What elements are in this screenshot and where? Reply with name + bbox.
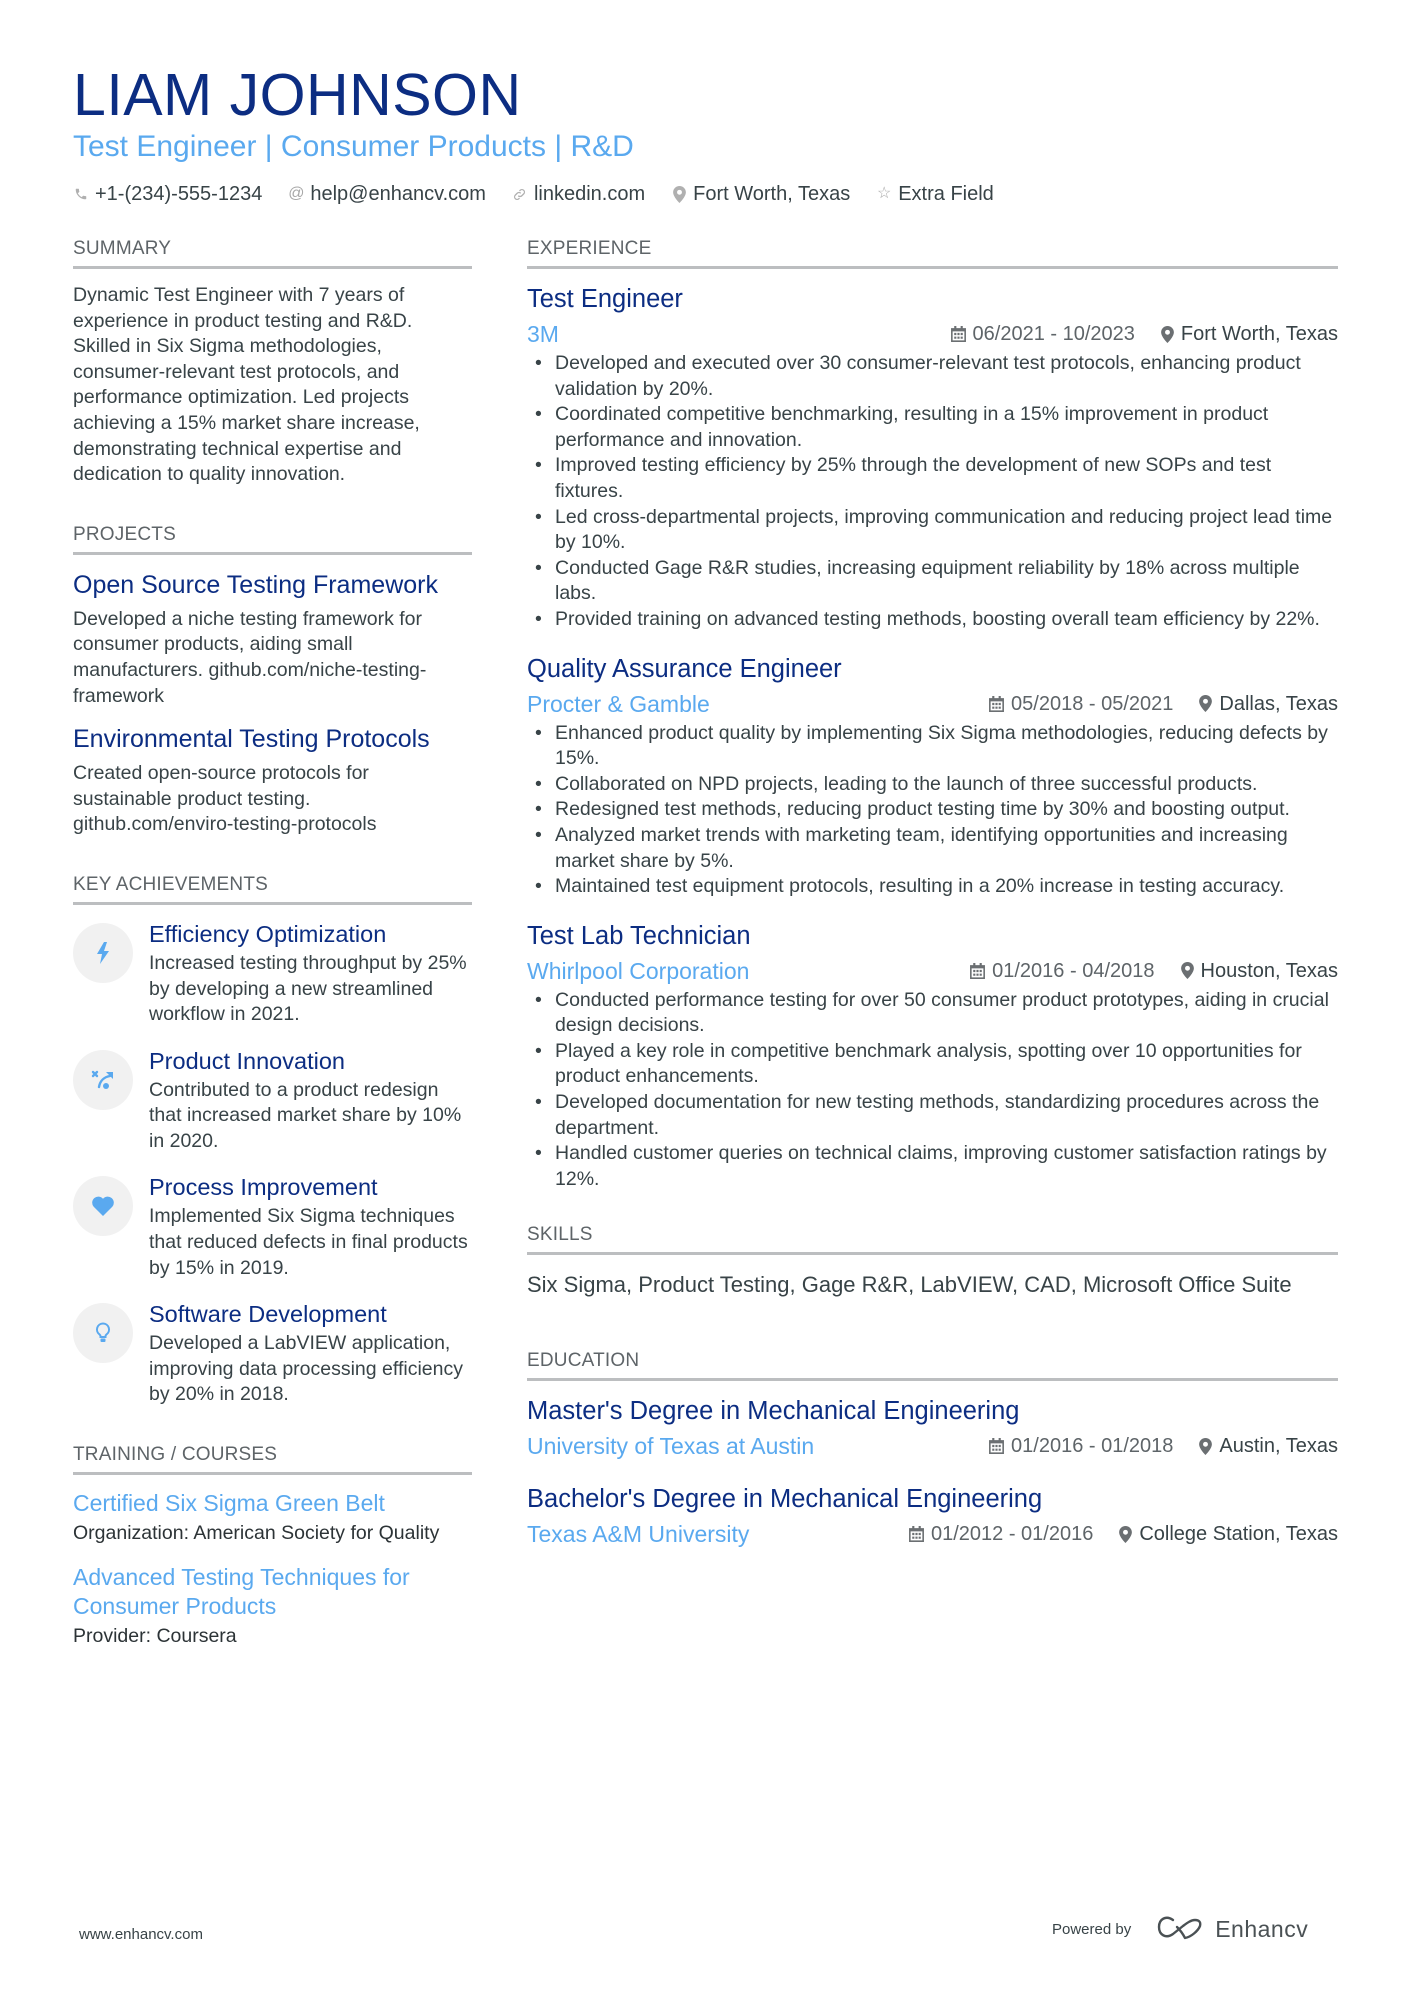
education-dates: 01/2012 - 01/2016 bbox=[909, 1521, 1093, 1547]
section-heading: KEY ACHIEVEMENTS bbox=[73, 872, 472, 905]
bullet-item: • Redesigned test methods, reducing product testing time by 30% and boosting output. bbox=[527, 797, 1338, 823]
education-location: Austin, Texas bbox=[1199, 1433, 1338, 1459]
location-pin-icon bbox=[671, 186, 687, 203]
summary-text: Dynamic Test Engineer with 7 years of experience in product testing and R&D. Skilled in Six Sigma methodologies, consumer-relevant test protocols, and performance optimization. Led projects achieving a 15% market share increase, demonstrating technical expertise and dedication to quality innovation. bbox=[73, 284, 420, 486]
section-heading: PROJECTS bbox=[73, 522, 472, 555]
phone-text: +1-(234)-555-1234 bbox=[95, 183, 263, 205]
powered-by-label: Powered by bbox=[1052, 1921, 1132, 1938]
email-text[interactable]: help@enhancv.com bbox=[310, 183, 486, 205]
job-title: Quality Assurance Engineer bbox=[527, 654, 842, 683]
job-dates: 06/2021 - 10/2023 bbox=[951, 321, 1135, 347]
bullet-item: • Analyzed market trends with marketing team, identifying opportunities and increasing market share by 5%. bbox=[527, 823, 1338, 874]
lightning-bolt-icon bbox=[73, 923, 133, 983]
contact-location bbox=[671, 181, 850, 207]
location-pin-icon bbox=[1161, 326, 1174, 343]
section-heading: SKILLS bbox=[527, 1222, 1338, 1255]
candidate-name: LIAM JOHNSON bbox=[73, 62, 522, 128]
course-item bbox=[73, 1563, 472, 1650]
achievement-title: Software Development bbox=[149, 1301, 387, 1328]
job-dates: 01/2016 - 04/2018 bbox=[970, 958, 1154, 984]
location-pin-icon bbox=[1199, 1438, 1212, 1455]
project-item bbox=[73, 723, 472, 838]
achievement-description: Contributed to a product redesign that increased market share by 10% in 2020. bbox=[149, 1078, 462, 1152]
course-title: Certified Six Sigma Green Belt bbox=[73, 1490, 385, 1517]
education-entry bbox=[527, 1395, 1338, 1461]
education-location: College Station, Texas bbox=[1119, 1521, 1338, 1547]
company-name: Whirlpool Corporation bbox=[527, 957, 750, 984]
degree-title: Bachelor's Degree in Mechanical Engineering bbox=[527, 1485, 1043, 1514]
location-pin-icon bbox=[1119, 1526, 1132, 1543]
footer-branding bbox=[1052, 1914, 1308, 1945]
achievement-item bbox=[73, 919, 472, 1028]
job-bullets bbox=[527, 721, 1338, 900]
company-name: 3M bbox=[527, 321, 559, 347]
course-provider: Provider: Coursera bbox=[73, 1624, 237, 1647]
bullet-item: • Coordinated competitive benchmarking, resulting in a 15% improvement in product performance and innovation. bbox=[527, 402, 1338, 453]
experience-section bbox=[527, 236, 1338, 1192]
achievement-item bbox=[73, 1299, 472, 1408]
bullet-item: • Maintained test equipment protocols, resulting in a 20% increase in testing accuracy. bbox=[527, 874, 1338, 900]
training-section bbox=[73, 1442, 472, 1649]
bullet-item: • Enhanced product quality by implementing Six Sigma methodologies, reducing defects by 15%. bbox=[527, 721, 1338, 772]
achievement-description: Implemented Six Sigma techniques that reduced defects in final products by 15% in 2019. bbox=[149, 1205, 468, 1279]
contact-row bbox=[73, 181, 1338, 207]
contact-email[interactable] bbox=[288, 181, 486, 207]
calendar-icon bbox=[989, 696, 1004, 712]
project-description: Created open-source protocols for sustainable product testing. github.com/enviro-testing-protocols bbox=[73, 762, 377, 836]
right-column bbox=[527, 236, 1338, 1583]
contact-phone bbox=[73, 181, 262, 207]
company-name: Procter & Gamble bbox=[527, 690, 710, 717]
candidate-title: Test Engineer | Consumer Products | R&D bbox=[73, 130, 634, 163]
project-description: Developed a niche testing framework for consumer products, aiding small manufacturers. github.com/niche-testing-framework bbox=[73, 607, 427, 707]
calendar-icon bbox=[970, 963, 985, 979]
extra-field-text: Extra Field bbox=[898, 183, 994, 205]
achievement-description: Increased testing throughput by 25% by developing a new streamlined workflow in 2021. bbox=[149, 951, 467, 1026]
linkedin-text[interactable]: linkedin.com bbox=[533, 183, 646, 205]
left-column bbox=[73, 236, 472, 1683]
degree-title: Master's Degree in Mechanical Engineering bbox=[527, 1397, 1020, 1426]
education-entry bbox=[527, 1483, 1338, 1549]
job-dates: 05/2018 - 05/2021 bbox=[989, 691, 1173, 717]
achievement-item bbox=[73, 1046, 472, 1155]
project-title: Environmental Testing Protocols bbox=[73, 725, 430, 754]
achievement-title: Process Improvement bbox=[149, 1174, 378, 1201]
achievement-description: Developed a LabVIEW application, improving data processing efficiency by 20% in 2018. bbox=[149, 1332, 463, 1406]
summary-section bbox=[73, 236, 472, 488]
job-location: Fort Worth, Texas bbox=[1161, 321, 1338, 347]
bullet-item: • Handled customer queries on technical claims, improving customer satisfaction ratings by 12%. bbox=[527, 1141, 1338, 1192]
section-heading: EXPERIENCE bbox=[527, 236, 1338, 269]
job-location: Houston, Texas bbox=[1181, 958, 1339, 984]
location-pin-icon bbox=[1181, 962, 1194, 979]
section-heading: SUMMARY bbox=[73, 236, 472, 269]
course-title: Advanced Testing Techniques for Consumer Products bbox=[73, 1563, 410, 1619]
enhancv-logo-icon bbox=[1157, 1914, 1203, 1945]
education-dates: 01/2016 - 01/2018 bbox=[989, 1433, 1173, 1459]
bullet-item: • Provided training on advanced testing methods, boosting overall team efficiency by 22%. bbox=[527, 607, 1338, 633]
calendar-icon bbox=[909, 1526, 924, 1542]
enhancv-logo[interactable] bbox=[1157, 1914, 1308, 1945]
job-title: Test Engineer bbox=[527, 285, 683, 313]
calendar-icon bbox=[989, 1438, 1004, 1454]
bullet-item: • Developed documentation for new testing methods, standardizing procedures across the department. bbox=[527, 1090, 1338, 1141]
calendar-icon bbox=[951, 326, 966, 342]
contact-linkedin[interactable] bbox=[512, 181, 645, 207]
job-location: Dallas, Texas bbox=[1199, 691, 1338, 717]
location-text: Fort Worth, Texas bbox=[693, 183, 851, 205]
resume-header bbox=[73, 60, 1338, 207]
phone-icon bbox=[73, 187, 89, 201]
section-heading: EDUCATION bbox=[527, 1348, 1338, 1381]
course-item bbox=[73, 1489, 472, 1547]
footer-website-link[interactable]: www.enhancv.com bbox=[79, 1926, 203, 1943]
bullet-item: • Conducted performance testing for over 50 consumer product prototypes, aiding in crucial design decisions. bbox=[527, 988, 1338, 1039]
achievement-item bbox=[73, 1172, 472, 1281]
skills-section bbox=[527, 1222, 1338, 1298]
bullet-item: • Played a key role in competitive benchmark analysis, spotting over 10 opportunities for product enhancements. bbox=[527, 1039, 1338, 1090]
strategy-arrow-icon bbox=[73, 1050, 133, 1110]
achievement-title: Product Innovation bbox=[149, 1047, 345, 1074]
job-title: Test Lab Technician bbox=[527, 921, 751, 950]
achievement-title: Efficiency Optimization bbox=[149, 920, 387, 947]
link-icon bbox=[512, 187, 528, 202]
enhancv-brand-name: Enhancv bbox=[1215, 1916, 1309, 1942]
heart-icon bbox=[73, 1176, 133, 1236]
bullet-item: • Conducted Gage R&R studies, increasing equipment reliability by 18% across multiple labs. bbox=[527, 556, 1338, 607]
project-item bbox=[73, 569, 472, 709]
job-entry bbox=[527, 283, 1338, 633]
section-heading: TRAINING / COURSES bbox=[73, 1442, 472, 1475]
course-organization: Organization: American Society for Quality bbox=[73, 1522, 440, 1545]
job-bullets bbox=[527, 988, 1338, 1193]
projects-section bbox=[73, 522, 472, 838]
lightbulb-icon bbox=[73, 1303, 133, 1363]
location-pin-icon bbox=[1199, 695, 1212, 712]
project-title: Open Source Testing Framework bbox=[73, 570, 438, 599]
skills-list: Six Sigma, Product Testing, Gage R&R, LabVIEW, CAD, Microsoft Office Suite bbox=[527, 1272, 1292, 1298]
bullet-item: • Led cross-departmental projects, improving communication and reducing project lead time by 10%. bbox=[527, 505, 1338, 556]
job-bullets bbox=[527, 351, 1338, 633]
achievements-section bbox=[73, 872, 472, 1408]
school-name: University of Texas at Austin bbox=[527, 1433, 815, 1460]
job-entry bbox=[527, 920, 1338, 1193]
bullet-item: • Developed and executed over 30 consumer-relevant test protocols, enhancing product validation by 20%. bbox=[527, 351, 1338, 402]
contact-extra bbox=[876, 181, 994, 207]
education-section bbox=[527, 1348, 1338, 1549]
job-entry bbox=[527, 653, 1338, 900]
bullet-item: • Collaborated on NPD projects, leading to the launch of three successful products. bbox=[527, 772, 1338, 798]
star-icon: ☆ bbox=[877, 185, 892, 202]
school-name: Texas A&M University bbox=[527, 1521, 750, 1548]
at-icon: @ bbox=[288, 185, 305, 202]
bullet-item: • Improved testing efficiency by 25% through the development of new SOPs and test fixtures. bbox=[527, 453, 1338, 504]
